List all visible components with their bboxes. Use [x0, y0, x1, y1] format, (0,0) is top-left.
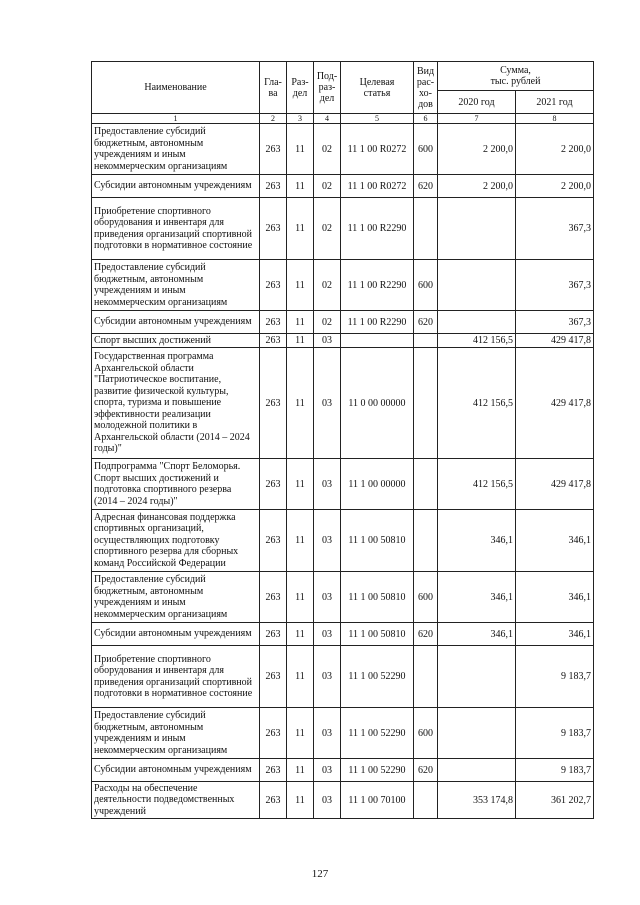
row-target-article: 11 1 00 R2290 — [341, 198, 414, 260]
table-row — [92, 348, 594, 459]
column-number: 7 — [438, 114, 516, 124]
row-sum-2021: 429 417,8 — [516, 459, 594, 510]
table-row — [92, 459, 594, 510]
row-sum-2020 — [438, 198, 516, 260]
row-sum-2020: 2 200,0 — [438, 175, 516, 198]
row-glava: 263 — [260, 759, 287, 782]
row-sum-2020: 353 174,8 — [438, 782, 516, 819]
row-sum-2021: 346,1 — [516, 572, 594, 623]
column-number: 8 — [516, 114, 594, 124]
row-sum-2021: 2 200,0 — [516, 175, 594, 198]
row-sum-2021: 2 200,0 — [516, 124, 594, 175]
row-expense-type: 600 — [414, 572, 438, 623]
row-glava: 263 — [260, 782, 287, 819]
row-podrazdel: 02 — [314, 124, 341, 175]
column-number: 1 — [92, 114, 260, 124]
row-sum-2020: 346,1 — [438, 572, 516, 623]
table-row — [92, 311, 594, 334]
row-target-article: 11 1 00 50810 — [341, 623, 414, 646]
row-name: Приобретение спортивного оборудования и инвентаря для приведения организаций спортивной подготовки в нормативное состояние — [92, 198, 260, 260]
row-expense-type: 620 — [414, 311, 438, 334]
row-podrazdel: 03 — [314, 334, 341, 348]
row-sum-2020: 346,1 — [438, 510, 516, 572]
row-target-article — [341, 334, 414, 348]
row-razdel: 11 — [287, 348, 314, 459]
row-expense-type — [414, 348, 438, 459]
row-target-article: 11 1 00 R2290 — [341, 260, 414, 311]
row-razdel: 11 — [287, 198, 314, 260]
column-number: 2 — [260, 114, 287, 124]
table-row — [92, 334, 594, 348]
row-sum-2021: 367,3 — [516, 311, 594, 334]
row-expense-type — [414, 510, 438, 572]
row-glava: 263 — [260, 348, 287, 459]
row-glava: 263 — [260, 334, 287, 348]
row-sum-2020 — [438, 260, 516, 311]
header-year-2021: 2021 год — [516, 91, 594, 114]
table-row — [92, 623, 594, 646]
row-glava: 263 — [260, 623, 287, 646]
row-razdel: 11 — [287, 623, 314, 646]
row-expense-type — [414, 646, 438, 708]
row-sum-2021: 361 202,7 — [516, 782, 594, 819]
row-sum-2020: 2 200,0 — [438, 124, 516, 175]
row-sum-2021: 9 183,7 — [516, 708, 594, 759]
row-podrazdel: 03 — [314, 459, 341, 510]
row-name: Расходы на обеспечение деятельности подведомственных учреждений — [92, 782, 260, 819]
row-podrazdel: 03 — [314, 646, 341, 708]
row-sum-2021: 346,1 — [516, 623, 594, 646]
row-podrazdel: 02 — [314, 175, 341, 198]
row-sum-2020 — [438, 646, 516, 708]
row-target-article: 11 1 00 R0272 — [341, 175, 414, 198]
row-sum-2021: 429 417,8 — [516, 348, 594, 459]
table-row — [92, 782, 594, 819]
row-razdel: 11 — [287, 708, 314, 759]
row-name: Субсидии автономным учреждениям — [92, 175, 260, 198]
row-podrazdel: 03 — [314, 708, 341, 759]
row-target-article: 11 1 00 52290 — [341, 759, 414, 782]
row-glava: 263 — [260, 311, 287, 334]
row-name: Предоставление субсидий бюджетным, автономным учреждениям и иным некоммерческим организациям — [92, 572, 260, 623]
row-name: Подпрограмма "Спорт Беломорья. Спорт высших достижений и подготовка спортивного резерва (2014 – 2024 годы)" — [92, 459, 260, 510]
row-podrazdel: 03 — [314, 510, 341, 572]
row-expense-type: 600 — [414, 708, 438, 759]
row-podrazdel: 02 — [314, 260, 341, 311]
row-sum-2021: 367,3 — [516, 198, 594, 260]
row-podrazdel: 03 — [314, 782, 341, 819]
table-row — [92, 260, 594, 311]
row-razdel: 11 — [287, 260, 314, 311]
row-expense-type: 600 — [414, 124, 438, 175]
column-numbers-row — [92, 114, 594, 124]
row-razdel: 11 — [287, 759, 314, 782]
row-name: Предоставление субсидий бюджетным, автономным учреждениям и иным некоммерческим организациям — [92, 260, 260, 311]
column-number: 3 — [287, 114, 314, 124]
row-sum-2021: 9 183,7 — [516, 646, 594, 708]
row-sum-2020: 412 156,5 — [438, 459, 516, 510]
row-name: Государственная программа Архангельской области "Патриотическое воспитание, развитие физической культуры, спорта, туризма и повышение эффективности реализации молодежной политики в Архангельской области (2014 – 2024 годы)" — [92, 348, 260, 459]
row-glava: 263 — [260, 124, 287, 175]
row-target-article: 11 1 00 52290 — [341, 708, 414, 759]
header-year-2020: 2020 год — [438, 91, 516, 114]
table-row — [92, 198, 594, 260]
row-target-article: 11 1 00 R0272 — [341, 124, 414, 175]
header-target: Целевая статья — [341, 62, 414, 114]
column-number: 4 — [314, 114, 341, 124]
row-glava: 263 — [260, 198, 287, 260]
header-glava: Гла- ва — [260, 62, 287, 114]
row-expense-type: 620 — [414, 759, 438, 782]
row-razdel: 11 — [287, 510, 314, 572]
row-razdel: 11 — [287, 572, 314, 623]
row-razdel: 11 — [287, 175, 314, 198]
row-expense-type: 620 — [414, 623, 438, 646]
row-expense-type — [414, 198, 438, 260]
row-glava: 263 — [260, 459, 287, 510]
row-sum-2020: 412 156,5 — [438, 334, 516, 348]
row-glava: 263 — [260, 510, 287, 572]
row-glava: 263 — [260, 572, 287, 623]
row-podrazdel: 03 — [314, 623, 341, 646]
page-number: 127 — [311, 868, 329, 880]
row-target-article: 11 1 00 50810 — [341, 572, 414, 623]
row-sum-2021: 429 417,8 — [516, 334, 594, 348]
header-vid: Вид рас- хо- дов — [414, 62, 438, 114]
table-row — [92, 124, 594, 175]
column-number: 6 — [414, 114, 438, 124]
row-name: Субсидии автономным учреждениям — [92, 311, 260, 334]
budget-table — [91, 61, 594, 819]
row-sum-2020 — [438, 759, 516, 782]
row-sum-2020 — [438, 708, 516, 759]
header-name: Наименование — [92, 62, 260, 114]
row-expense-type — [414, 334, 438, 348]
table-body — [92, 124, 594, 819]
header-sum: Сумма, тыс. рублей — [438, 62, 594, 91]
row-razdel: 11 — [287, 782, 314, 819]
table-row — [92, 646, 594, 708]
table-row — [92, 708, 594, 759]
row-target-article: 11 0 00 00000 — [341, 348, 414, 459]
row-glava: 263 — [260, 646, 287, 708]
row-expense-type — [414, 459, 438, 510]
row-podrazdel: 03 — [314, 572, 341, 623]
row-expense-type: 620 — [414, 175, 438, 198]
row-name: Приобретение спортивного оборудования и инвентаря для приведения организаций спортивной подготовки в нормативное состояние — [92, 646, 260, 708]
row-name: Субсидии автономным учреждениям — [92, 623, 260, 646]
table-row — [92, 759, 594, 782]
row-target-article: 11 1 00 52290 — [341, 646, 414, 708]
row-razdel: 11 — [287, 124, 314, 175]
row-glava: 263 — [260, 175, 287, 198]
row-expense-type — [414, 782, 438, 819]
row-sum-2020 — [438, 311, 516, 334]
row-name: Предоставление субсидий бюджетным, автономным учреждениям и иным некоммерческим организациям — [92, 124, 260, 175]
row-expense-type: 600 — [414, 260, 438, 311]
header-podrazdel: Под- раз- дел — [314, 62, 341, 114]
row-podrazdel: 02 — [314, 311, 341, 334]
row-glava: 263 — [260, 260, 287, 311]
row-podrazdel: 03 — [314, 348, 341, 459]
row-razdel: 11 — [287, 459, 314, 510]
row-sum-2020: 346,1 — [438, 623, 516, 646]
row-sum-2021: 9 183,7 — [516, 759, 594, 782]
row-glava: 263 — [260, 708, 287, 759]
row-name: Субсидии автономным учреждениям — [92, 759, 260, 782]
table-row — [92, 510, 594, 572]
row-sum-2021: 367,3 — [516, 260, 594, 311]
row-razdel: 11 — [287, 334, 314, 348]
row-podrazdel: 02 — [314, 198, 341, 260]
row-name: Адресная финансовая поддержка спортивных организаций, осуществляющих подготовку спортивного резерва для сборных команд Российской Федерации — [92, 510, 260, 572]
row-target-article: 11 1 00 70100 — [341, 782, 414, 819]
column-number: 5 — [341, 114, 414, 124]
row-name: Спорт высших достижений — [92, 334, 260, 348]
row-razdel: 11 — [287, 646, 314, 708]
row-target-article: 11 1 00 50810 — [341, 510, 414, 572]
row-target-article: 11 1 00 00000 — [341, 459, 414, 510]
table-row — [92, 175, 594, 198]
row-sum-2021: 346,1 — [516, 510, 594, 572]
row-name: Предоставление субсидий бюджетным, автономным учреждениям и иным некоммерческим организациям — [92, 708, 260, 759]
header-razdel: Раз- дел — [287, 62, 314, 114]
row-podrazdel: 03 — [314, 759, 341, 782]
row-razdel: 11 — [287, 311, 314, 334]
row-sum-2020: 412 156,5 — [438, 348, 516, 459]
table-row — [92, 572, 594, 623]
row-target-article: 11 1 00 R2290 — [341, 311, 414, 334]
